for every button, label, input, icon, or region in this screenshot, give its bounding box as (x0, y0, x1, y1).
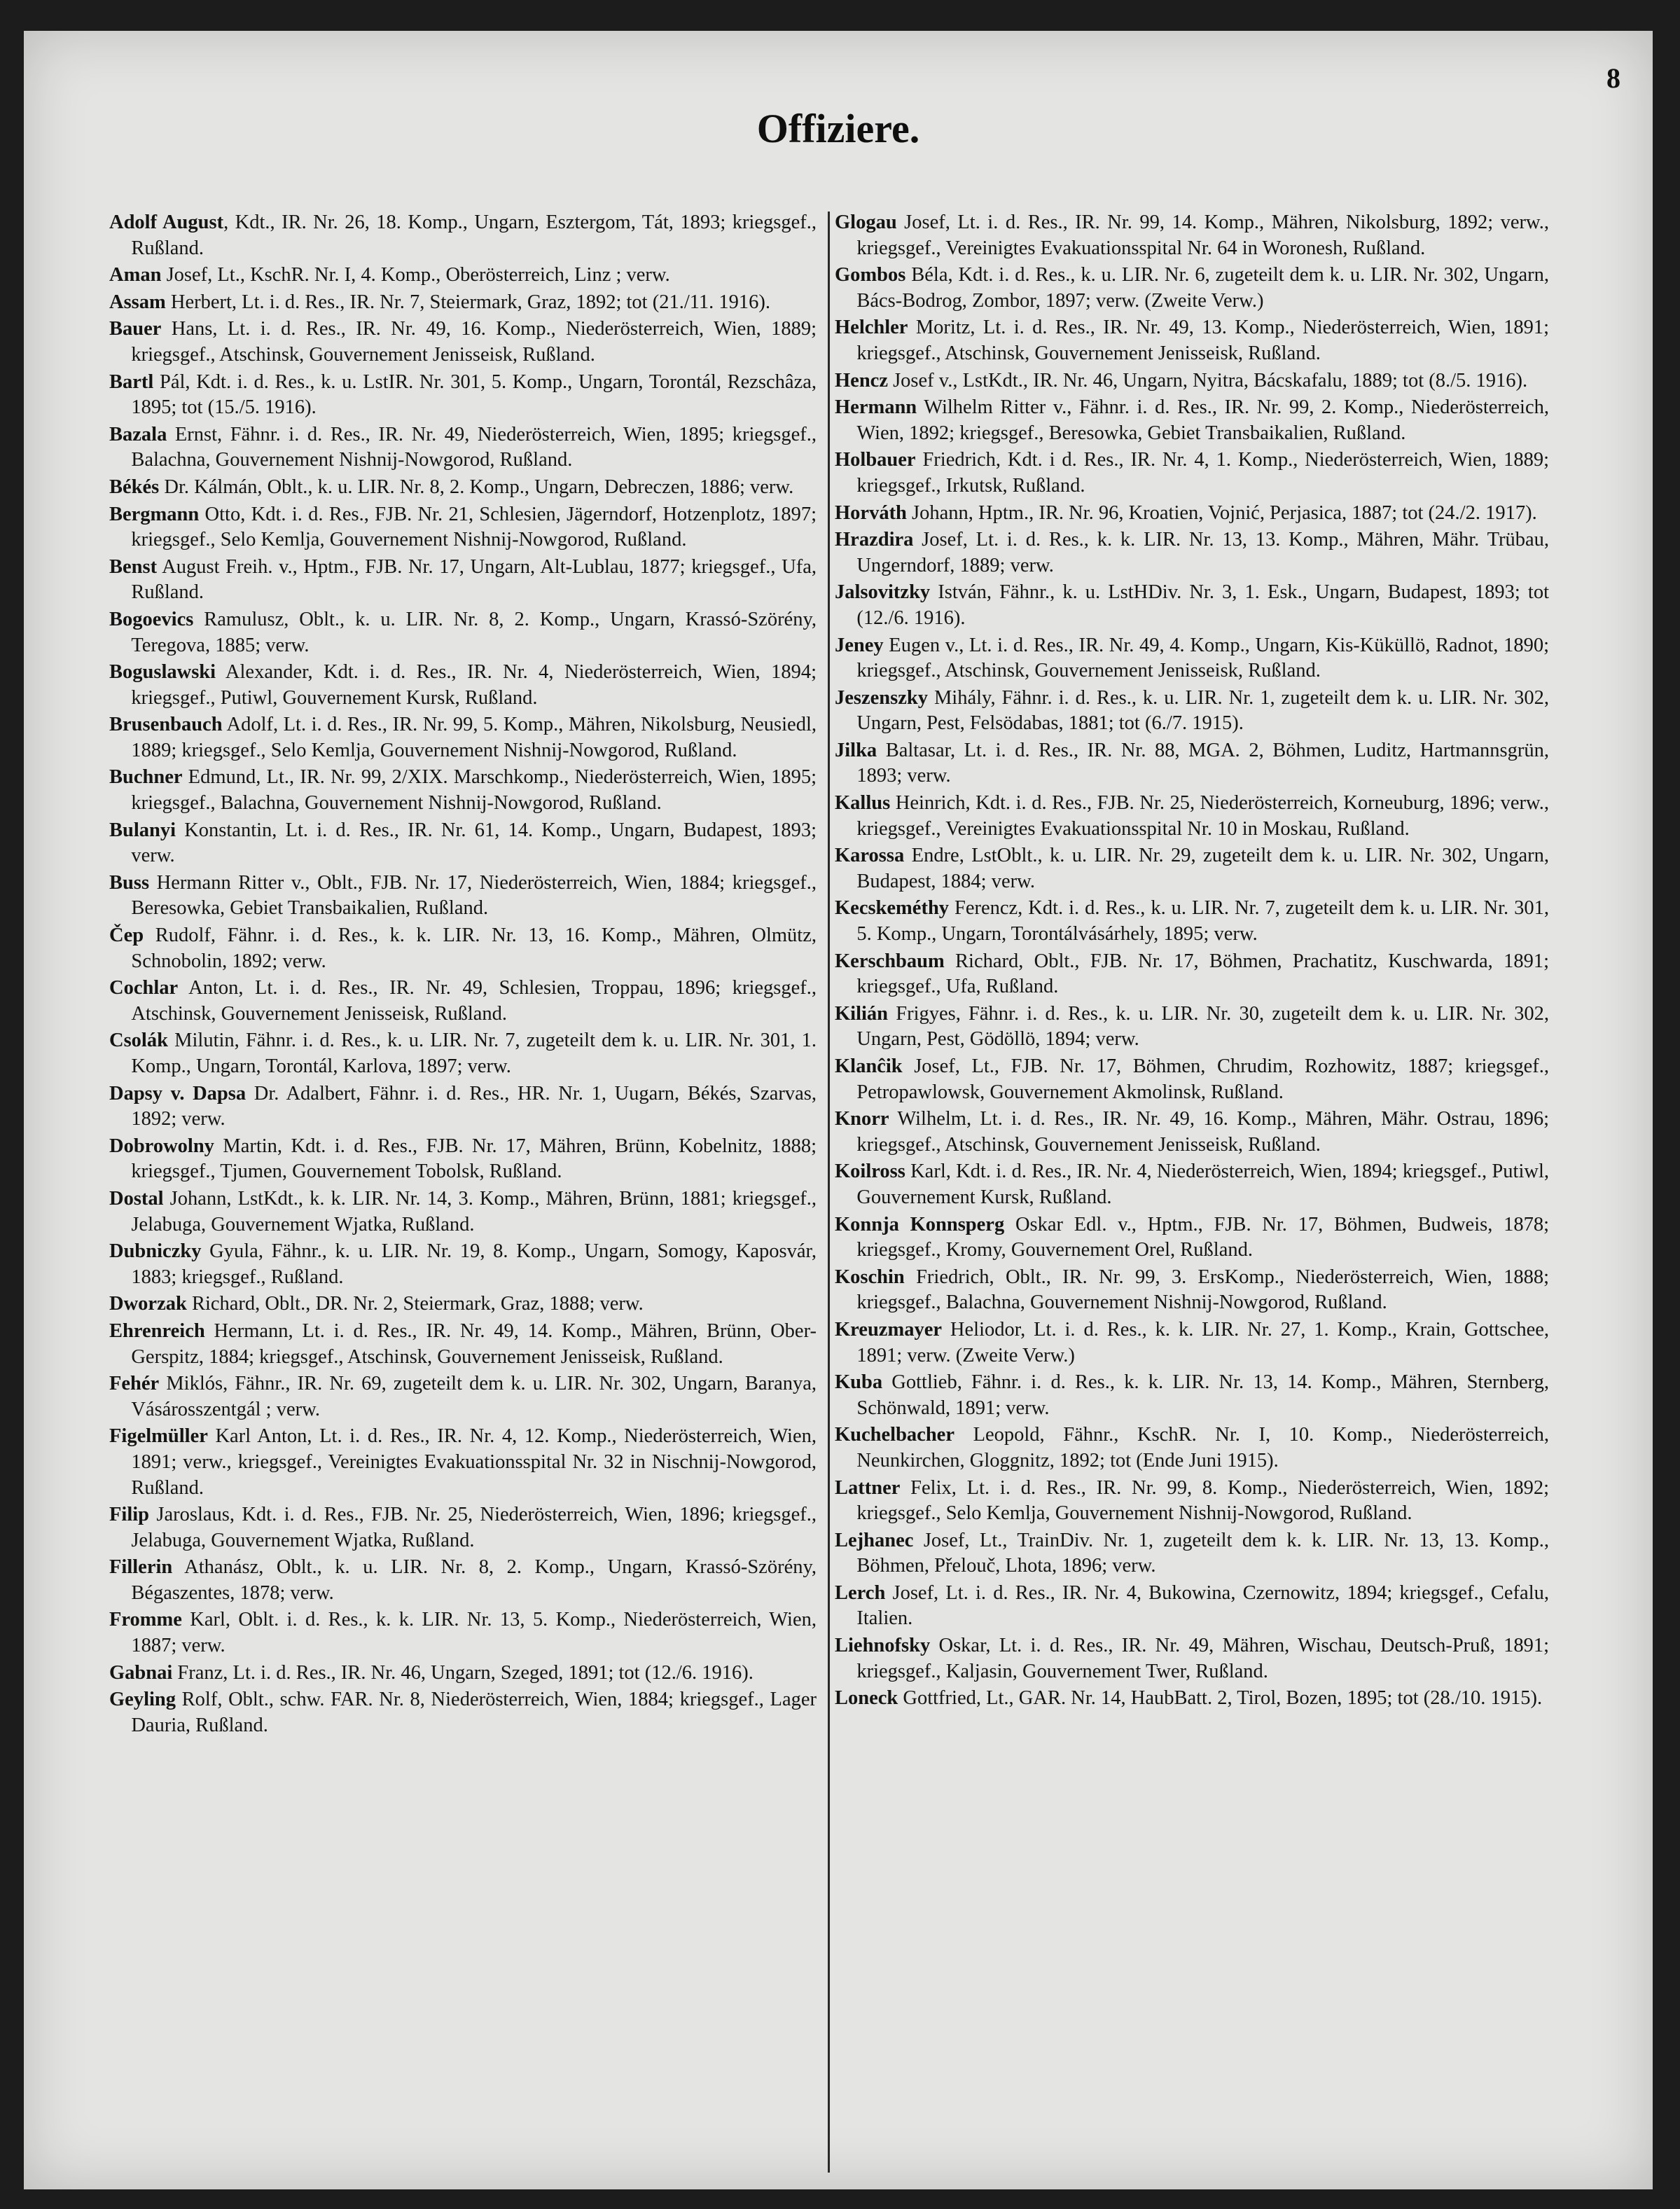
officer-entry (109, 660, 817, 711)
officer-entry (835, 1212, 1549, 1263)
officer-entry (109, 712, 817, 763)
officer-surname: Holbauer (835, 449, 916, 471)
officer-surname: Jeney (835, 634, 884, 656)
officer-details: Hermann Ritter v., Oblt., FJB. Nr. 17, Niederösterreich, Wien, 1884; kriegsgef., Beresowka, Gebiet Transbaikalien, Rußland. (131, 871, 817, 920)
officer-entry (835, 1002, 1549, 1053)
officer-surname: Kreuzmayer (835, 1318, 942, 1341)
officer-details: Ramulusz, Oblt., k. u. LIR. Nr. 8, 2. Komp., Ungarn, Krassó-Szörény, Teregova, 1885; verw. (131, 608, 817, 656)
officer-entry (109, 1081, 817, 1133)
officer-details: Josef, Lt. i. d. Res., k. k. LIR. Nr. 13, 13. Komp., Mähren, Mähr. Trübau, Ungerndorf, 1889; verw. (856, 529, 1549, 576)
officer-details: Gyula, Fähnr., k. u. LIR. Nr. 19, 8. Komp., Ungarn, Somogy, Kaposvár, 1883; kriegsgef., Rußland. (131, 1240, 817, 1288)
officer-surname: Kuba (835, 1371, 883, 1394)
officer-entry (109, 1239, 817, 1290)
officer-surname: Karossa (835, 845, 905, 867)
page-number: 8 (1606, 62, 1620, 94)
officer-surname: Aman (109, 264, 162, 286)
officer-details: Edmund, Lt., IR. Nr. 99, 2/XIX. Marschkomp., Niederösterreich, Wien, 1895; kriegsgef., Balachna, Gouvernement Nishnij-Nowgorod, Rußland. (131, 766, 817, 815)
officer-details: Johann, LstKdt., k. k. LIR. Nr. 14, 3. Komp., Mähren, Brünn, 1881; kriegsgef., Jelabuga, Gouvernement Wjatka, Rußland. (131, 1187, 817, 1235)
officer-details: Rolf, Oblt., schw. FAR. Nr. 8, Niederösterreich, Wien, 1884; kriegsgef., Lager Dauria, Rußland. (131, 1689, 817, 1736)
officer-entry (109, 555, 817, 606)
officer-surname: Bauer (109, 318, 162, 340)
column-divider (828, 212, 830, 2173)
officer-entry (835, 1054, 1549, 1105)
officer-entry (109, 263, 817, 289)
officer-surname: Knorr (835, 1108, 889, 1130)
officer-entry (835, 368, 1549, 394)
officer-details: Baltasar, Lt. i. d. Res., IR. Nr. 88, MGA. 2, Böhmen, Luditz, Hartmannsgrün, 1893; verw. (856, 739, 1549, 787)
officer-entry (835, 949, 1549, 1000)
officer-details: Oskar, Lt. i. d. Res., IR. Nr. 49, Mähren, Wischau, Deutsch-Pruß, 1891; kriegsgef., Kaljasin, Gouvernement Twer, Rußland. (856, 1635, 1549, 1682)
officer-details: Oskar Edl. v., Hptm., FJB. Nr. 17, Böhmen, Budweis, 1878; kriegsgef., Kromy, Gouvernement Orel, Rußland. (856, 1213, 1549, 1261)
officer-surname: Csolák (109, 1030, 168, 1052)
officer-entry (109, 1661, 817, 1687)
officer-details: Josef, Lt. i. d. Res., IR. Nr. 4, Bukowina, Czernowitz, 1894; kriegsgef., Cefalu, Italien. (856, 1581, 1549, 1630)
officer-surname: Čep (109, 925, 144, 947)
officer-details: Ferencz, Kdt. i. d. Res., k. u. LIR. Nr. 7, zugeteilt dem k. u. LIR. Nr. 301, 5. Komp., Ungarn, Torontálvásárhely, 1895; verw. (856, 897, 1549, 946)
officer-details: Josef, Lt., KschR. Nr. I, 4. Komp., Oberösterreich, Linz ; verw. (161, 264, 670, 286)
officer-surname: Bartl (109, 371, 154, 393)
officer-details: Rudolf, Fähnr. i. d. Res., k. k. LIR. Nr. 13, 16. Komp., Mähren, Olmütz, Schnobolin, 1892; verw. (131, 925, 817, 972)
officer-entry (835, 1528, 1549, 1579)
officer-entry (109, 923, 817, 974)
officer-surname: Hencz (835, 369, 888, 392)
officer-entry (835, 448, 1549, 499)
officer-entry (835, 527, 1549, 579)
officer-surname: Kilián (835, 1002, 889, 1025)
officer-details: Jaroslaus, Kdt. i. d. Res., FJB. Nr. 25, Niederösterreich, Wien, 1896; kriegsgef., Jelabuga, Gouvernement Wjatka, Rußland. (131, 1504, 817, 1551)
officer-entry (109, 422, 817, 473)
officer-details: Dr. Adalbert, Fähnr. i. d. Res., HR. Nr. 1, Uugarn, Békés, Szarvas, 1892; verw. (131, 1082, 817, 1130)
officer-details: Gottlieb, Fähnr. i. d. Res., k. k. LIR. Nr. 13, 14. Komp., Mähren, Sternberg, Schönwald, 1891; verw. (856, 1371, 1549, 1419)
officer-details: Heinrich, Kdt. i. d. Res., FJB. Nr. 25, Niederösterreich, Korneuburg, 1896; verw., kriegsgef., Vereinigtes Evakuationsspital Nr. 10 in Moskau, Rußland. (856, 792, 1549, 840)
officer-details: August Freih. v., Hptm., FJB. Nr. 17, Ungarn, Alt-Lublau, 1877; kriegsgef., Ufa, Rußland. (131, 555, 817, 604)
officer-surname: Kallus (835, 792, 891, 815)
officer-entry (835, 1476, 1549, 1527)
left-column (109, 210, 817, 1740)
officer-surname: Jalsovitzky (835, 581, 931, 604)
officer-surname: Filip (109, 1504, 150, 1526)
officer-entry (109, 607, 817, 658)
officer-details: Konstantin, Lt. i. d. Res., IR. Nr. 61, 14. Komp., Ungarn, Budapest, 1893; verw. (131, 819, 817, 867)
officer-entry (109, 210, 817, 261)
officer-surname: Fehér (109, 1373, 160, 1395)
officer-surname: Konnja Konnsperg (835, 1213, 1005, 1235)
officer-surname: Loneck (835, 1687, 898, 1710)
officer-surname: Hermann (835, 396, 917, 419)
officer-surname: Dobrowolny (109, 1135, 214, 1157)
officer-details: Pál, Kdt. i. d. Res., k. u. LstIR. Nr. 301, 5. Komp., Ungarn, Torontál, Rezschâza, 1895; tot (15./5. 1916). (131, 371, 817, 419)
officer-details: , Kdt., IR. Nr. 26, 18. Komp., Ungarn, Esztergom, Tát, 1893; kriegsgef., Rußland. (131, 212, 817, 259)
officer-details: Heliodor, Lt. i. d. Res., k. k. LIR. Nr. 27, 1. Komp., Krain, Gottschee, 1891; verw. (Zweite Verw.) (856, 1318, 1549, 1366)
officer-entry (109, 475, 817, 501)
officer-surname: Dostal (109, 1187, 164, 1210)
officer-surname: Lerch (835, 1581, 886, 1604)
officer-surname: Adolf August (109, 212, 224, 233)
officer-entry (109, 1424, 817, 1501)
officer-entry (835, 686, 1549, 737)
officer-surname: Bergmann (109, 503, 200, 525)
officer-details: Milutin, Fähnr. i. d. Res., k. u. LIR. Nr. 7, zugeteilt dem k. u. LIR. Nr. 301, 1. Komp., Ungarn, Torontál, Karlova, 1897; verw. (131, 1030, 817, 1077)
officer-details: Josef, Lt., FJB. Nr. 17, Böhmen, Chrudim, Rozhowitz, 1887; kriegsgef., Petropawlowsk, Gouvernement Akmolinsk, Rußland. (856, 1055, 1549, 1103)
officer-surname: Kerschbaum (835, 950, 945, 972)
officer-surname: Bulanyi (109, 819, 176, 841)
officer-entry (109, 976, 817, 1027)
officer-details: Wilhelm Ritter v., Fähnr. i. d. Res., IR. Nr. 99, 2. Komp., Niederösterreich, Wien, 1892; kriegsgef., Beresowka, Gebiet Transbaikalien, Rußland. (856, 396, 1549, 444)
officer-entry (835, 315, 1549, 366)
officer-surname: Geyling (109, 1689, 176, 1711)
page-title: Offiziere. (756, 106, 920, 151)
officer-details: Endre, LstOblt., k. u. LIR. Nr. 29, zugeteilt dem k. u. LIR. Nr. 302, Ungarn, Budapest, 1884; verw. (856, 845, 1549, 892)
officer-details: Eugen v., Lt. i. d. Res., IR. Nr. 49, 4. Komp., Ungarn, Kis-Küküllö, Radnot, 1890; kriegsgef., Atschinsk, Gouvernement Jenisseisk, Rußland. (856, 634, 1549, 682)
officer-entry (835, 1317, 1549, 1369)
officer-details: Martin, Kdt. i. d. Res., FJB. Nr. 17, Mähren, Brünn, Kobelnitz, 1888; kriegsgef., Tjumen, Gouvernement Tobolsk, Rußland. (131, 1135, 817, 1183)
officer-surname: Klanĉik (835, 1055, 903, 1077)
officer-surname: Gabnai (109, 1661, 173, 1684)
officer-entry (109, 290, 817, 316)
officer-details: Otto, Kdt. i. d. Res., FJB. Nr. 21, Schlesien, Jägerndorf, Hotzenplotz, 1897; kriegsgef., Selo Kemlja, Gouvernement Nishnij-Nowgorod, Rußland. (131, 503, 817, 551)
officer-surname: Buchner (109, 766, 183, 789)
officer-details: Karl, Oblt. i. d. Res., k. k. LIR. Nr. 13, 5. Komp., Niederösterreich, Wien, 1887; verw. (131, 1609, 817, 1657)
officer-details: Franz, Lt. i. d. Res., IR. Nr. 46, Ungarn, Szeged, 1891; tot (12./6. 1916). (172, 1661, 754, 1684)
officer-details: Béla, Kdt. i. d. Res., k. u. LIR. Nr. 6, zugeteilt dem k. u. LIR. Nr. 302, Ungarn, Bács-Bodrog, Zombor, 1897; verw. (Zweite Verw.) (856, 264, 1549, 312)
officer-entry (109, 1186, 817, 1238)
officer-surname: Bazala (109, 423, 167, 445)
officer-entry (835, 580, 1549, 631)
officer-details: Leopold, Fähnr., KschR. Nr. I, 10. Komp., Niederösterreich, Neunkirchen, Gloggnitz, 1892; tot (Ende Juni 1915). (856, 1424, 1549, 1471)
officer-surname: Békés (109, 476, 160, 498)
officer-entry (109, 1502, 817, 1553)
officer-details: Josef v., LstKdt., IR. Nr. 46, Ungarn, Nyitra, Bácskafalu, 1889; tot (8./5. 1916). (887, 369, 1528, 392)
officer-details: Anton, Lt. i. d. Res., IR. Nr. 49, Schlesien, Troppau, 1896; kriegsgef., Atschinsk, Gouvernement Jenisseisk, Rußland. (131, 977, 817, 1025)
document-page (24, 31, 1653, 2189)
officer-surname: Hrazdira (835, 529, 914, 551)
officer-surname: Koschin (835, 1266, 905, 1288)
officer-entry (835, 1686, 1549, 1712)
officer-entry (835, 210, 1549, 261)
officer-entry (109, 871, 817, 922)
officer-details: Richard, Oblt., FJB. Nr. 17, Böhmen, Prachatitz, Kuschwarda, 1891; kriegsgef., Ufa, Rußland. (856, 950, 1549, 998)
officer-surname: Jeszenszky (835, 686, 928, 709)
officer-entry (835, 1581, 1549, 1632)
officer-surname: Horváth (835, 501, 907, 524)
officer-entry (109, 1555, 817, 1606)
officer-details: Johann, Hptm., IR. Nr. 96, Kroatien, Vojnić, Perjasica, 1887; tot (24./2. 1917). (906, 501, 1537, 524)
officer-surname: Dubniczky (109, 1240, 202, 1263)
officer-entry (109, 1687, 817, 1738)
officer-entry (109, 1371, 817, 1422)
officer-entry (835, 263, 1549, 314)
officer-surname: Bogoevics (109, 608, 194, 630)
officer-details: Moritz, Lt. i. d. Res., IR. Nr. 49, 13. Komp., Niederösterreich, Wien, 1891; kriegsgef., Atschinsk, Gouvernement Jenisseisk, Rußland. (856, 317, 1549, 364)
officer-surname: Buss (109, 871, 150, 894)
officer-details: Friedrich, Oblt., IR. Nr. 99, 3. ErsKomp., Niederösterreich, Wien, 1888; kriegsgef., Balachna, Gouvernement Nishnij-Nowgorod, Rußland. (856, 1266, 1549, 1314)
officer-entry (835, 738, 1549, 789)
officer-entry (109, 765, 817, 816)
officer-surname: Boguslawski (109, 661, 216, 684)
officer-details: Josef, Lt., TrainDiv. Nr. 1, zugeteilt dem k. k. LIR. Nr. 13, 13. Komp., Böhmen, Přelouč, Lhota, 1896; verw. (856, 1529, 1549, 1577)
officer-entry (109, 818, 817, 869)
officer-surname: Gombos (835, 264, 906, 286)
officer-surname: Kuchelbacher (835, 1424, 954, 1446)
officer-entry (109, 370, 817, 421)
officer-entry (835, 843, 1549, 894)
officer-entry (109, 1607, 817, 1659)
officer-details: István, Fähnr., k. u. LstHDiv. Nr. 3, 1. Esk., Ungarn, Budapest, 1893; tot (12./6. 1916). (856, 581, 1549, 629)
officer-surname: Jilka (835, 739, 877, 761)
officer-details: Friedrich, Kdt. i d. Res., IR. Nr. 4, 1. Komp., Niederösterreich, Wien, 1889; kriegsgef., Irkutsk, Rußland. (856, 449, 1549, 497)
officer-surname: Koilross (835, 1161, 905, 1183)
officer-surname: Glogau (835, 212, 897, 233)
officer-details: Dr. Kálmán, Oblt., k. u. LIR. Nr. 8, 2. Komp., Ungarn, Debreczen, 1886; verw. (159, 476, 794, 498)
officer-details: Richard, Oblt., DR. Nr. 2, Steiermark, Graz, 1888; verw. (186, 1293, 644, 1315)
officer-entry (835, 1370, 1549, 1421)
officer-surname: Liehnofsky (835, 1635, 931, 1657)
officer-details: Hermann, Lt. i. d. Res., IR. Nr. 49, 14. Komp., Mähren, Brünn, Ober-Gerspitz, 1884; kriegsgef., Atschinsk, Gouvernement Jenisseisk, Rußland. (131, 1320, 817, 1368)
officer-surname: Kecskeméthy (835, 897, 950, 920)
officer-entry (109, 317, 817, 368)
officer-entry (109, 502, 817, 553)
officer-surname: Ehrenreich (109, 1320, 205, 1342)
officer-details: Herbert, Lt. i. d. Res., IR. Nr. 7, Steiermark, Graz, 1892; tot (21./11. 1916). (165, 291, 771, 313)
officer-surname: Fromme (109, 1609, 182, 1631)
officer-entry (835, 896, 1549, 947)
officer-surname: Figelmüller (109, 1425, 208, 1448)
officer-details: Gottfried, Lt., GAR. Nr. 14, HaubBatt. 2, Tirol, Bozen, 1895; tot (28./10. 1915). (898, 1687, 1543, 1710)
officer-surname: Dapsy v. Dapsa (109, 1082, 247, 1104)
officer-details: Adolf, Lt. i. d. Res., IR. Nr. 99, 5. Komp., Mähren, Nikolsburg, Neusiedl, 1889; kriegsgef., Selo Kemlja, Gouvernement Nishnij-Nowgorod, Rußland. (131, 714, 817, 761)
officer-entry (109, 1134, 817, 1185)
officer-surname: Fillerin (109, 1556, 173, 1579)
officer-details: Wilhelm, Lt. i. d. Res., IR. Nr. 49, 16. Komp., Mähren, Mähr. Ostrau, 1896; kriegsgef., Atschinsk, Gouvernement Jenisseisk, Rußland. (856, 1108, 1549, 1156)
officer-details: Josef, Lt. i. d. Res., IR. Nr. 99, 14. Komp., Mähren, Nikolsburg, 1892; verw., kriegsgef., Vereinigtes Evakuationsspital Nr. 64 in Woronesh, Rußland. (856, 212, 1549, 259)
officer-surname: Benst (109, 555, 158, 578)
officer-surname: Helchler (835, 317, 908, 339)
officer-entry (109, 1319, 817, 1370)
officer-details: Frigyes, Fähnr. i. d. Res., k. u. LIR. Nr. 30, zugeteilt dem k. u. LIR. Nr. 302, Ungarn, Pest, Gödöllö, 1894; verw. (856, 1002, 1549, 1051)
officer-surname: Lattner (835, 1476, 901, 1499)
officer-entry (835, 1107, 1549, 1158)
officer-details: Ernst, Fähnr. i. d. Res., IR. Nr. 49, Niederösterreich, Wien, 1895; kriegsgef., Balachna, Gouvernement Nishnij-Nowgorod, Rußland. (131, 423, 817, 471)
officer-details: Karl Anton, Lt. i. d. Res., IR. Nr. 4, 12. Komp., Niederösterreich, Wien, 1891; verw., kriegsgef., Vereinigtes Evakuationsspital Nr. 32 in Nischnij-Nowgorod, Rußland. (131, 1425, 817, 1499)
officer-entry (835, 395, 1549, 446)
officer-entry (835, 1422, 1549, 1474)
officer-entry (835, 1159, 1549, 1210)
officer-surname: Brusenbauch (109, 714, 223, 736)
officer-details: Karl, Kdt. i. d. Res., IR. Nr. 4, Niederösterreich, Wien, 1894; kriegsgef., Putiwl, Gouvernement Kursk, Rußland. (856, 1161, 1549, 1208)
officer-entry (835, 501, 1549, 527)
officer-entry (109, 1028, 817, 1079)
officer-entry (835, 1633, 1549, 1684)
officer-entry (835, 633, 1549, 684)
officer-details: Felix, Lt. i. d. Res., IR. Nr. 99, 8. Komp., Niederösterreich, Wien, 1892; kriegsgef., Selo Kemlja, Gouvernement Nishnij-Nowgorod, Rußland. (856, 1476, 1549, 1525)
officer-surname: Lejhanec (835, 1529, 914, 1551)
officer-details: Mihály, Fähnr. i. d. Res., k. u. LIR. Nr. 1, zugeteilt dem k. u. LIR. Nr. 302, Ungarn, Pest, Felsödabas, 1881; tot (6./7. 1915). (856, 686, 1549, 735)
officer-entry (835, 1265, 1549, 1316)
officer-surname: Cochlar (109, 977, 179, 999)
officer-entry (109, 1292, 817, 1317)
right-column (835, 210, 1549, 1713)
officer-surname: Assam (109, 291, 166, 313)
officer-details: Hans, Lt. i. d. Res., IR. Nr. 49, 16. Komp., Niederösterreich, Wien, 1889; kriegsgef., Atschinsk, Gouvernement Jenisseisk, Rußland. (131, 318, 817, 366)
officer-details: Miklós, Fähnr., IR. Nr. 69, zugeteilt dem k. u. LIR. Nr. 302, Ungarn, Baranya, Vásárosszentgál ; verw. (131, 1373, 817, 1420)
officer-details: Athanász, Oblt., k. u. LIR. Nr. 8, 2. Komp., Ungarn, Krassó-Szörény, Bégaszentes, 1878; verw. (131, 1556, 817, 1604)
officer-entry (835, 791, 1549, 842)
officer-surname: Dworzak (109, 1293, 187, 1315)
officer-details: Alexander, Kdt. i. d. Res., IR. Nr. 4, Niederösterreich, Wien, 1894; kriegsgef., Putiwl, Gouvernement Kursk, Rußland. (131, 661, 817, 709)
